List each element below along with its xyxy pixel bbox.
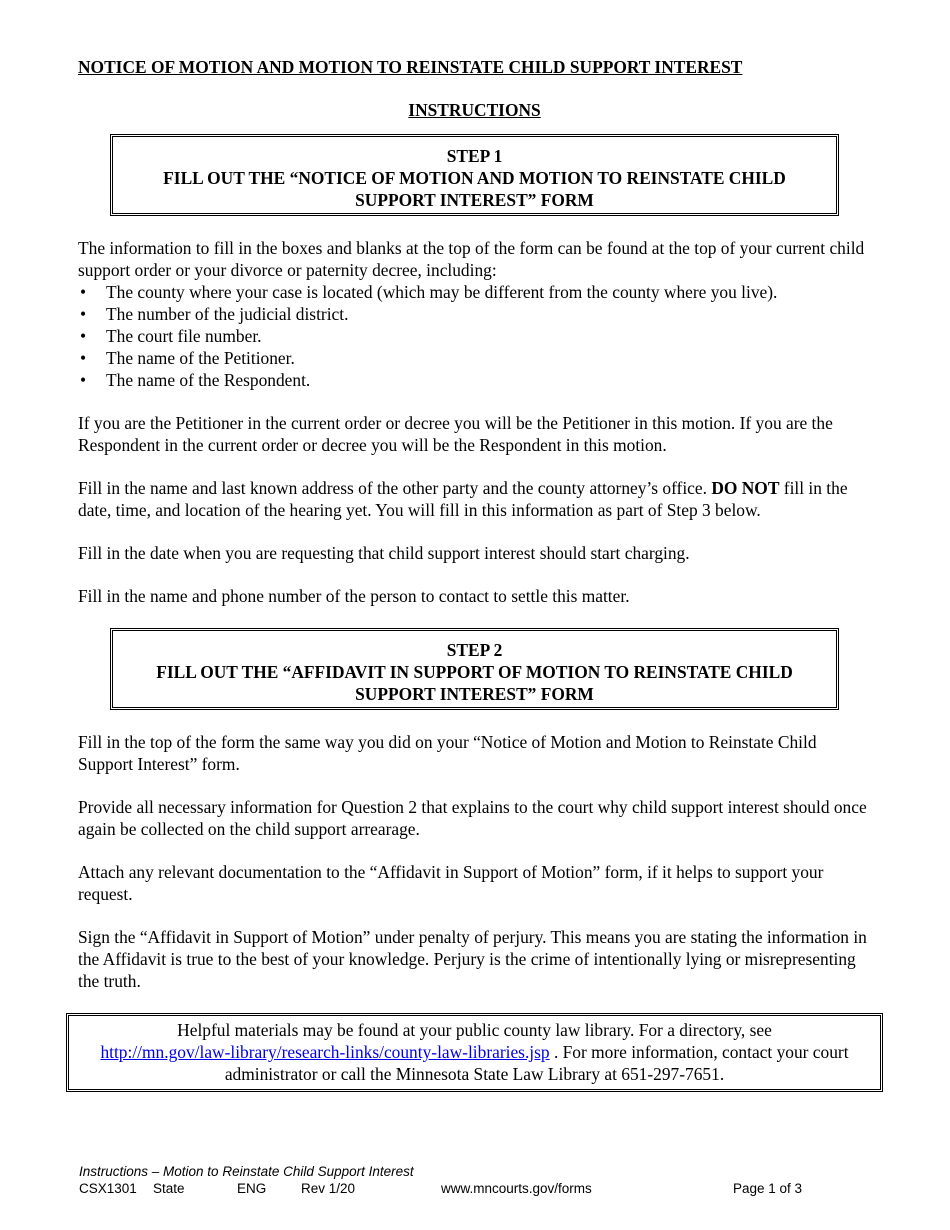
footer-title: Instructions – Motion to Reinstate Child Support Interest [79,1164,414,1179]
step1-heading-line2: SUPPORT INTEREST” FORM [355,190,594,210]
list-item: • The name of the Respondent. [78,369,871,391]
step2-box [110,628,839,710]
step1-intro: The information to fill in the boxes and blanks at the top of the form can be found at the top of your current child support order or your divorce or paternity decree, including: [78,238,865,280]
step2-label: STEP 2 [446,640,503,660]
document-page [78,56,871,1092]
step1-label: STEP 1 [446,146,503,166]
list-item: • The county where your case is located (which may be different from the county where you live). [78,281,871,303]
footer-website: www.mncourts.gov/forms [441,1181,592,1196]
paragraph-address-post: fill in the date, time, and location of the hearing yet. You will fill in this information as part of Step 3 below. [78,478,848,520]
paragraph-address-pre: Fill in the name and last known address of the other party and the county attorney’s office. [78,478,712,498]
paragraph-attach: Attach any relevant documentation to the “Affidavit in Support of Motion” form, if it helps to support your request. [78,862,824,904]
paragraph-form-top: Fill in the top of the form the same way you did on your “Notice of Motion and Motion to Reinstate Child Support Interest” form. [78,732,817,774]
law-library-link[interactable]: http://mn.gov/law-library/research-links/county-law-libraries.jsp [100,1042,550,1062]
help-box [66,1013,883,1092]
footer-language: ENG [237,1181,267,1196]
paragraph-question2: Provide all necessary information for Question 2 that explains to the court why child support interest should once again be collected on the child support arrearage. [78,797,867,839]
step2-heading-line1: FILL OUT THE “AFFIDAVIT IN SUPPORT OF MOTION TO REINSTATE CHILD [156,662,793,682]
step2-heading-line2: SUPPORT INTEREST” FORM [355,684,594,704]
footer-revision: Rev 1/20 [301,1181,356,1196]
help-text-post: . For more information, contact your court administrator or call the Minnesota State Law Library at 651-297-7651. [224,1042,849,1084]
footer-row [79,1180,839,1197]
footer-jurisdiction: State [153,1181,185,1196]
step1-heading-line1: FILL OUT THE “NOTICE OF MOTION AND MOTION TO REINSTATE CHILD [163,168,786,188]
paragraph-sign: Sign the “Affidavit in Support of Motion” under penalty of perjury. This means you are stating the information in the Affidavit is true to the best of your knowledge. Perjury is the crime of intentionally lying or misrepresenting the truth. [78,927,867,991]
paragraph-date: Fill in the date when you are requesting that child support interest should start charging. [78,543,690,563]
step1-bullet-list [78,281,871,391]
do-not-emphasis: DO NOT [711,478,780,498]
list-item: • The court file number. [78,325,871,347]
paragraph-petitioner: If you are the Petitioner in the current order or decree you will be the Petitioner in this motion. If you are the Respondent in the current order or decree you will be the Respondent in this motion. [78,413,833,455]
document-title: NOTICE OF MOTION AND MOTION TO REINSTATE CHILD SUPPORT INTEREST [78,57,743,77]
paragraph-contact: Fill in the name and phone number of the person to contact to settle this matter. [78,586,630,606]
instructions-heading: INSTRUCTIONS [408,100,541,120]
list-item: • The name of the Petitioner. [78,347,871,369]
list-item: • The number of the judicial district. [78,303,871,325]
page-footer [79,1163,839,1197]
step1-box [110,134,839,216]
footer-form-code: CSX1301 [79,1181,137,1196]
footer-page-number: Page 1 of 3 [733,1181,803,1196]
paragraph-address [78,477,871,521]
help-text-pre: Helpful materials may be found at your public county law library. For a directory, see [177,1020,772,1040]
